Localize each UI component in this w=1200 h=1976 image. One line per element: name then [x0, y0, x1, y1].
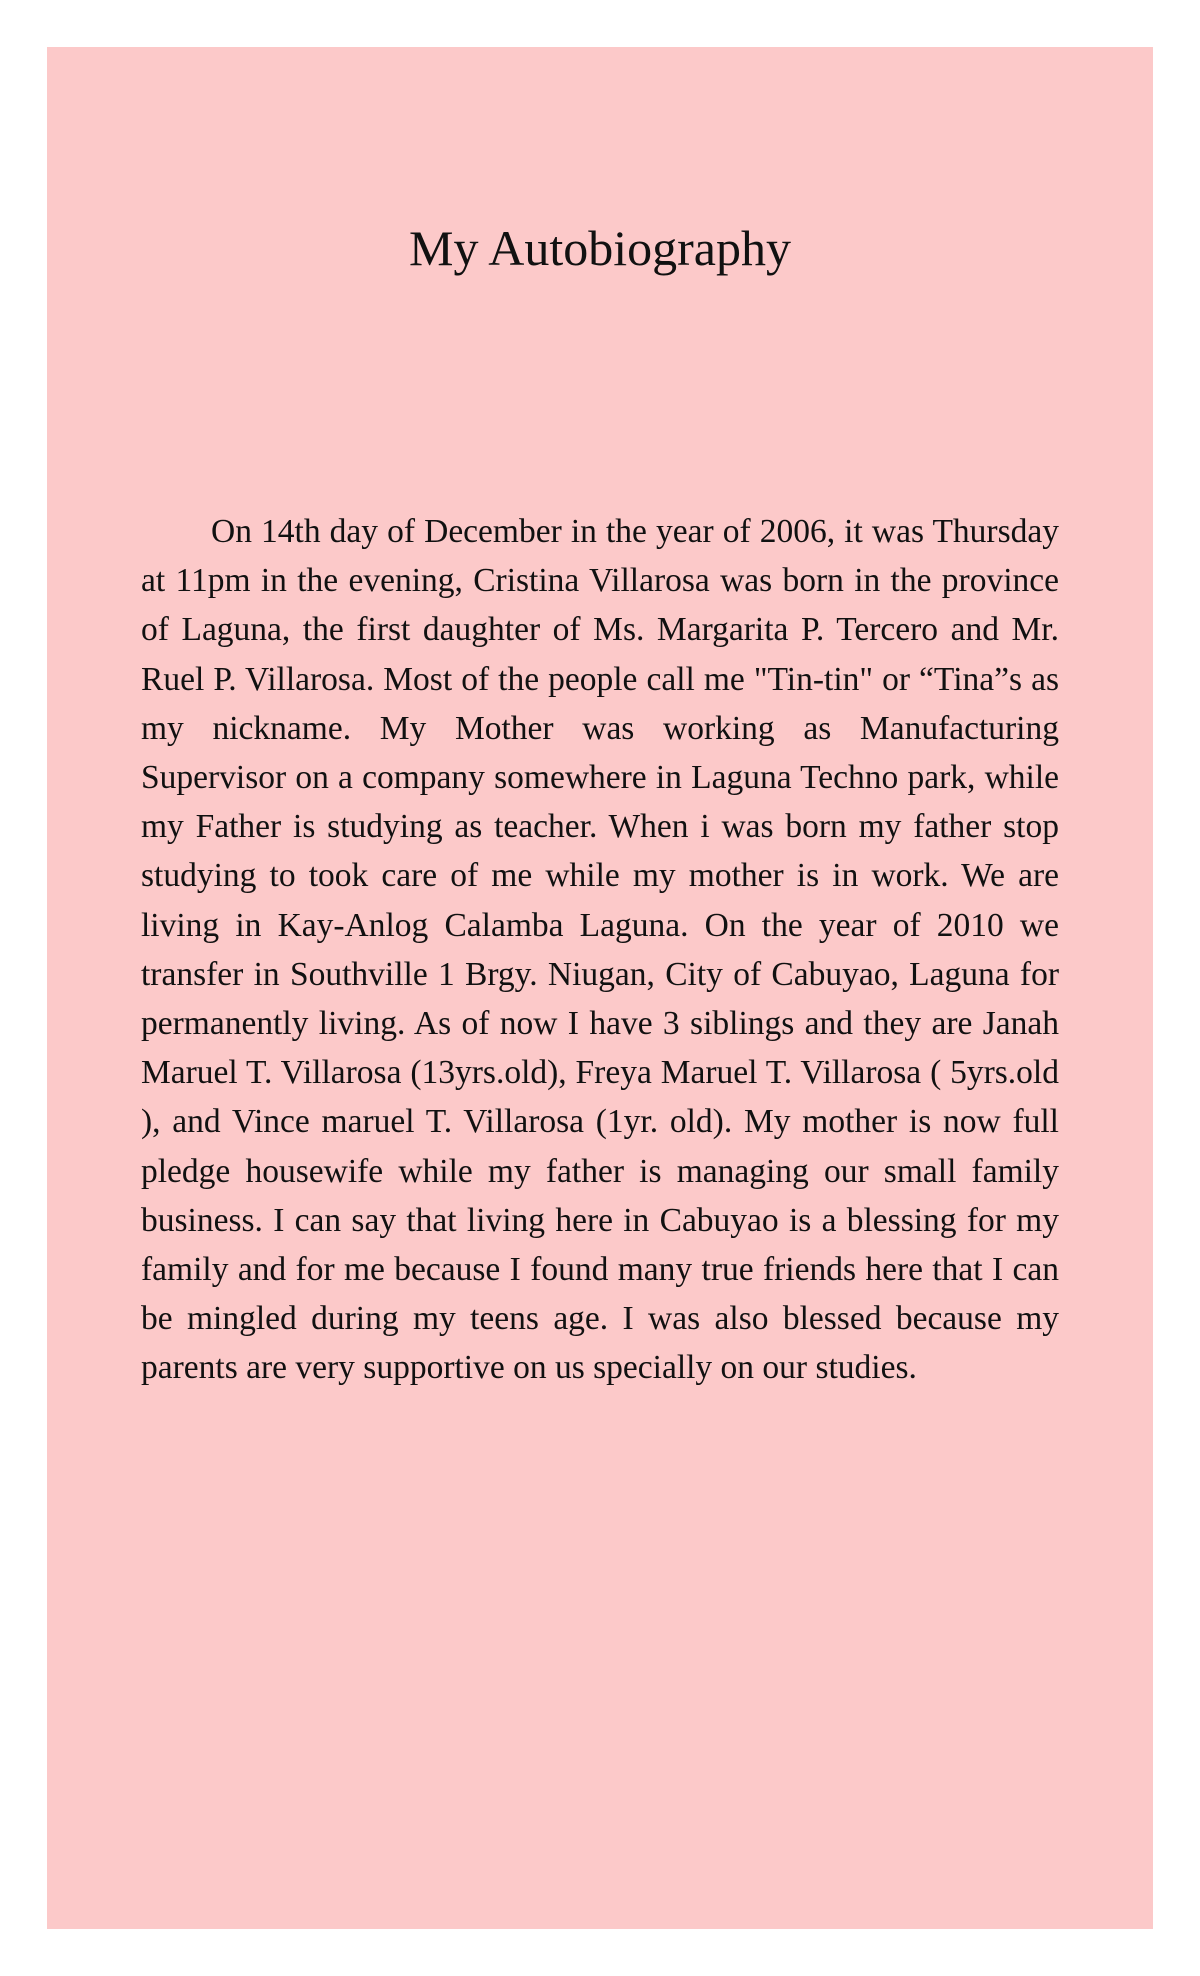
document-title: My Autobiography	[409, 220, 791, 276]
document-page	[47, 47, 1153, 1929]
body-paragraph: On 14th day of December in the year of 2006, it was Thursday at 11pm in the evening, Cristina Villarosa was born in the province of Laguna, the first daughter of Ms. Margarita P. Tercero and Mr. Ruel P. Villarosa. Most of the people call me "Tin-tin" or “Tina”s as my nickname. My Mother was working as Manufacturing Supervisor on a company somewhere in Laguna Techno park, while my Father is studying as teacher. When i was born my father stop studying to took care of me while my mother is in work. We are living in Kay-Anlog Calamba Laguna. On the year of 2010 we transfer in Southville 1 Brgy. Niugan, City of Cabuyao, Laguna for permanently living. As of now I have 3 siblings and they are Janah Maruel T. Villarosa (13yrs.old), Freya Maruel T. Villarosa ( 5yrs.old ), and Vince maruel T. Villarosa (1yr. old). My mother is now full pledge housewife while my father is managing our small family business. I can say that living here in Cabuyao is a blessing for my family and for me because I found many true friends here that I can be mingled during my teens age. I was also blessed because my parents are very supportive on us specially on our studies.	[141, 513, 1059, 1387]
